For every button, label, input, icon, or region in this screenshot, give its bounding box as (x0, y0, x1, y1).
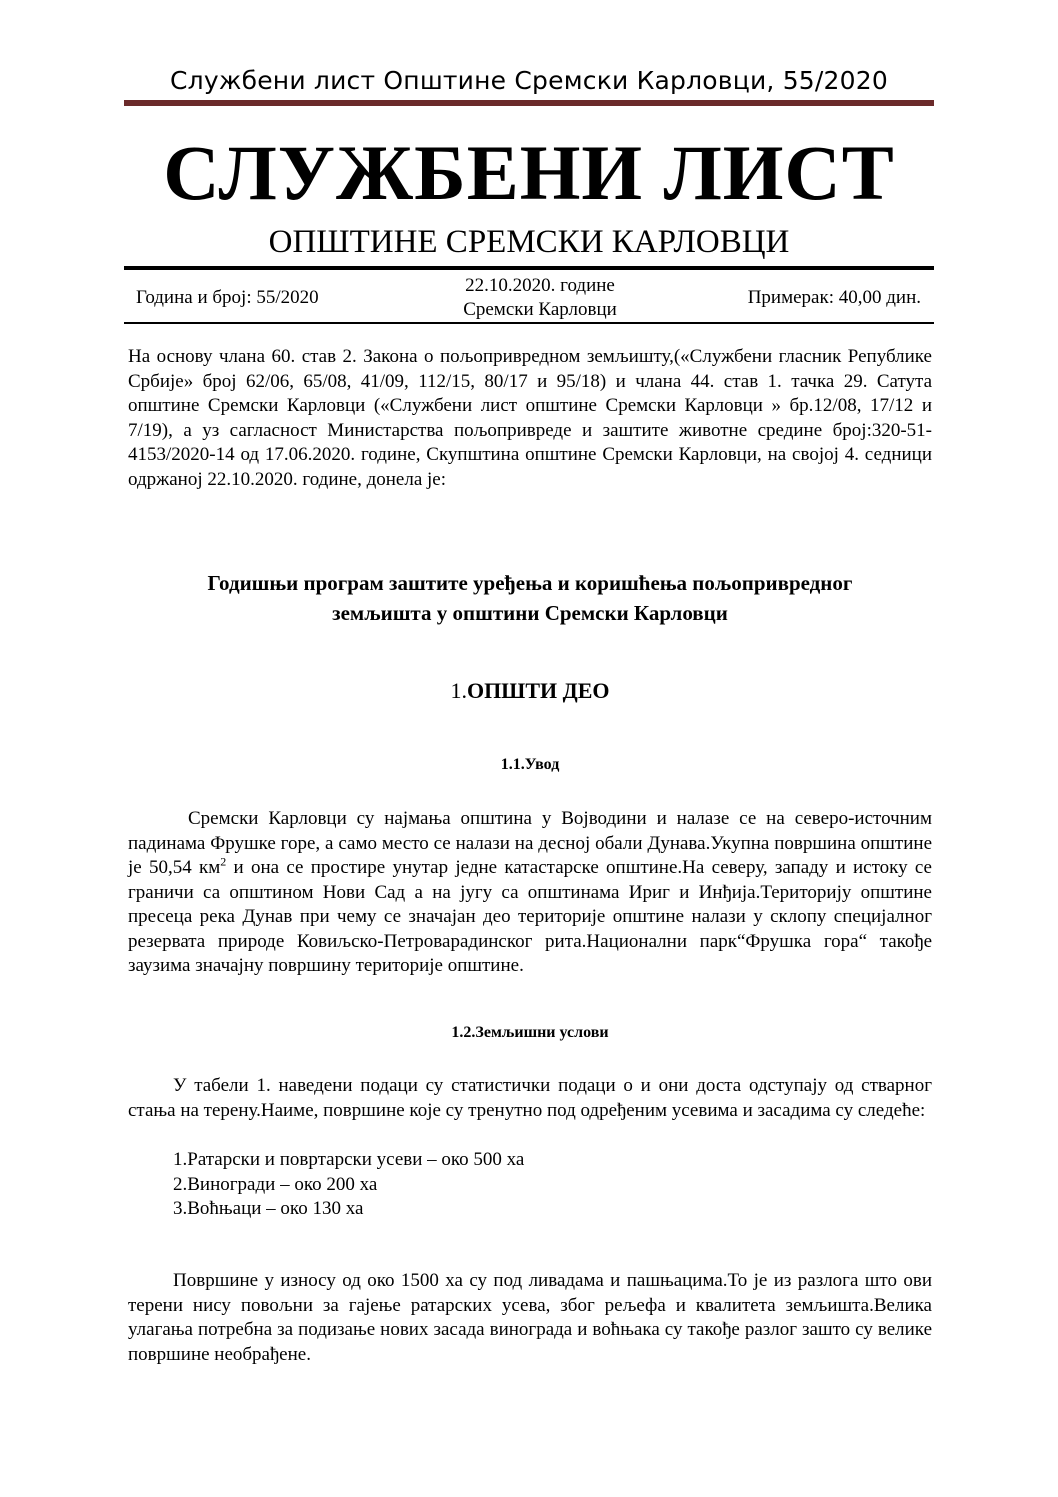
subsection-heading-intro: 1.1.Увод (500, 756, 560, 773)
issue-date-place (380, 274, 700, 322)
section-title: ОПШТИ ДЕО (466, 678, 610, 703)
issue-price: Примерак: 40,00 дин. (747, 287, 921, 308)
pasture-paragraph: Површине у износу од око 1500 ха су под ливадама и пашњацима.То је из разлога што ови терени нису повољни за гајење ратарских усева, због рељефа и квалитета земљишта.Велика улагања потребна за подизање нових засада винограда и воћњака су такође разлог зашто су велике површине необрађене. (128, 1270, 932, 1365)
running-header: Службени лист Општине Сремски Карловци, 55/2020 (170, 66, 888, 95)
issue-date: 22.10.2020. године (465, 275, 615, 296)
document-title (128, 568, 932, 628)
list-item: 2.Виногради – око 200 ха (173, 1173, 378, 1195)
list-item: 3.Воћњаци – око 130 ха (173, 1198, 364, 1219)
section-number: 1. (450, 678, 467, 703)
paragraph-text-end: и она се простире унутар једне катастарске општине.На северу, западу и истоку се граничи са општином Нови Сад а на југу са општинама Ириг и Инђија.Територију општине пресеца река Дунав при чему се значајан део територије општине налази у склопу специјалног резервата природе Ковиљско-Петроварадинског рита.Национални парк“Фрушка гора“ такође заузима значајну површину територије општине. (128, 857, 932, 976)
land-conditions-paragraph: У табели 1. наведени подаци су статистички подаци о и они доста одступају од стварног стања на терену.Наиме, површине које су тренутно под одређеним усевима и засадима су следеће: (128, 1075, 932, 1121)
document-title-line-2: земљишта у општини Сремски Карловци (332, 601, 728, 625)
superscript: 2 (220, 854, 227, 869)
section-heading (128, 678, 932, 704)
paragraph-text-start: Сремски Карловци су најмања општина у Војводини и налазе се на северо-источним падинама Фрушке горе, а само место се налази на десној обали Дунава.Укупна површина општине је 50,54 км (128, 808, 932, 878)
issue-place: Сремски Карловци (463, 299, 617, 320)
info-bar-top-rule (124, 266, 934, 270)
intro-paragraph: На основу члана 60. став 2. Закона о пољопривредном земљишту,(«Службени гласник Републике Србије» број 62/06, 65/08, 41/09, 112/15, 80/17 и 95/18) и члана 44. став 1. тачка 29. Сатута општине Сремски Карловци («Службени лист општине Сремски Карловци » бр.12/08, 17/12 и 7/19), а уз сагласност Министарства пољопривреде и заштите животне средине број:320-51-4153/2020-14 од 17.06.2020. године, Скупштина општине Сремски Карловци, на својој 4. седници одржаној 22.10.2020. године, донела је: (128, 346, 932, 490)
issue-number: Година и број: 55/2020 (136, 287, 319, 308)
crop-list (173, 1148, 524, 1222)
info-bar-bottom-rule (124, 322, 934, 324)
document-title-line-1: Годишњи програм заштите уређења и коришћења пољопривредног (207, 571, 853, 595)
header-rule (124, 100, 934, 106)
subsection-heading-land: 1.2.Земљишни услови (451, 1024, 609, 1041)
masthead-title: СЛУЖБЕНИ ЛИСТ (163, 129, 895, 216)
list-item: 1.Ратарски и повртарски усеви – око 500 ха (173, 1149, 525, 1170)
masthead-subtitle: ОПШТИНЕ СРЕМСКИ КАРЛОВЦИ (268, 224, 790, 260)
intro-section-paragraph (128, 807, 932, 979)
